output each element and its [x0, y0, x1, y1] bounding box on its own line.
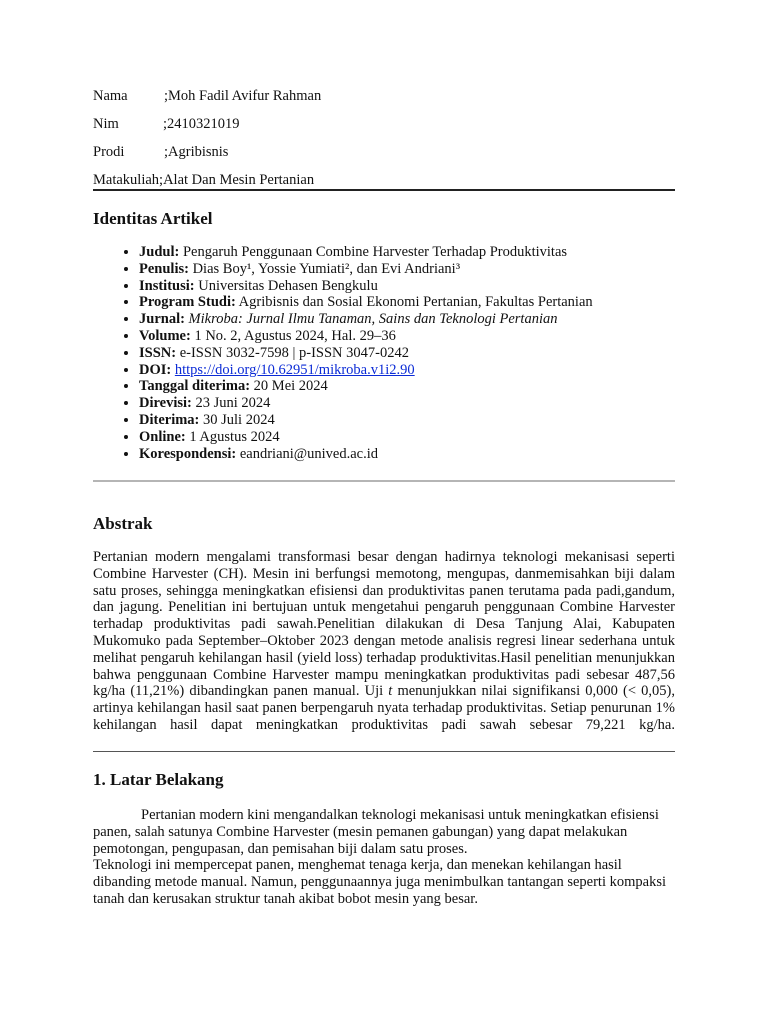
abstrak-text-part1: Pertanian modern mengalami transformasi besar dengan hadirnya teknologi mekanisasi seperti Combine Harvester (CH). Mesin ini berfungsi memotong, mengupas, danmemisahkan biji dalam satu proses, sehingga meningkatkan efisiensi dan produktivitas panen terutama pada padi,gandum, dan jagung. Penelitian ini bertujuan untuk mengetahui pengaruh penggunaan Combine Harvester terhadap produktivitas padi sawah.Penelitian dilakukan di Desa Tanjung Alai, Kabupaten Mukomuko pada September–Oktober 2023 dengan metode analisis regresi linear sederhana untuk melihat pengaruh kehilangan hasil (yield loss) terhadap produktivitas.Hasil penelitian menunjukkan bahwa penggunaan Combine Harvester mampu meningkatkan produktivitas padi sebesar 487,56 kg/ha (11,21%) dibandingkan panen manual. Uji [93, 549, 675, 700]
student-nim-value: ;2410321019 [163, 116, 240, 132]
item-value: Pengaruh Penggunaan Combine Harvester Terhadap Produktivitas [179, 244, 568, 260]
item-label: Program Studi: [139, 294, 236, 311]
abstrak-t-symbol: t [388, 683, 393, 700]
latar-text-2: Teknologi ini mempercepat panen, menghemat tenaga kerja, dan menekan kehilangan hasil dibanding metode manual. Namun, penggunaannya juga menimbulkan tantangan seperti kompaksi tanah dan kerusakan struktur tanah akibat bobot mesin yang besar. [93, 857, 667, 907]
latar-text-1: Pertanian modern kini mengandalkan teknologi mekanisasi untuk meningkatkan efisiensi panen, salah satunya Combine Harvester (mesin pemanen gabungan) yang dapat melakukan pemotongan, pengupasan, dan pemisahan biji dalam satu proses. [93, 807, 659, 857]
abstrak-divider [93, 751, 675, 752]
item-value: eandriani@unived.ac.id [236, 445, 379, 462]
list-item [139, 244, 593, 261]
section-divider [93, 480, 675, 482]
list-item [139, 395, 593, 412]
identitas-heading: Identitas Artikel [93, 209, 213, 228]
item-value: 1 No. 2, Agustus 2024, Hal. 29–36 [190, 327, 396, 344]
list-item [139, 378, 593, 395]
item-value: 1 Agustus 2024 [185, 428, 280, 445]
list-item [139, 429, 593, 446]
student-name-label: Nama [93, 88, 128, 104]
student-prodi-label: Prodi [93, 144, 125, 160]
doi-link[interactable]: https://doi.org/10.62951/mikroba.v1i2.90 [174, 361, 415, 378]
list-item [139, 261, 593, 278]
student-course-row [93, 172, 314, 189]
list-item [139, 362, 593, 379]
list-item [139, 446, 593, 463]
item-label: Institusi: [139, 277, 195, 294]
list-item [139, 345, 593, 362]
student-name-row [93, 88, 321, 105]
latar-paragraph [93, 807, 675, 908]
latar-heading: 1. Latar Belakang [93, 770, 224, 789]
list-item [139, 412, 593, 429]
item-label: Diterima: [139, 411, 200, 428]
list-item [139, 294, 593, 311]
item-label: Tanggal diterima: [139, 378, 251, 395]
student-course-value: ;Alat Dan Mesin Pertanian [159, 172, 315, 188]
identitas-list [93, 244, 593, 462]
list-item [139, 278, 593, 295]
header-divider [93, 189, 675, 191]
item-value: Dias Boy¹, Yossie Yumiati², dan Evi Andriani³ [188, 260, 461, 277]
item-value: 23 Juni 2024 [191, 395, 271, 412]
student-name-value: ;Moh Fadil Avifur Rahman [164, 88, 322, 104]
item-label: DOI: [139, 361, 172, 378]
student-prodi-value: ;Agribisnis [164, 144, 229, 160]
student-nim-row [93, 116, 240, 133]
list-item [139, 328, 593, 345]
item-value: Mikroba: Jurnal Ilmu Tanaman, Sains dan Teknologi Pertanian [184, 311, 558, 328]
item-value: Universitas Dehasen Bengkulu [194, 277, 378, 294]
item-label: Volume: [139, 327, 191, 344]
item-label: Judul: [139, 244, 180, 260]
student-course-label: Matakuliah [93, 172, 160, 188]
item-value: e-ISSN 3032-7598 | p-ISSN 3047-0242 [176, 344, 409, 361]
item-value: Agribisnis dan Sosial Ekonomi Pertanian, Fakultas Pertanian [235, 294, 593, 311]
item-label: Jurnal: [139, 311, 185, 328]
item-label: Online: [139, 428, 186, 445]
abstrak-heading: Abstrak [93, 514, 153, 533]
student-nim-label: Nim [93, 116, 119, 132]
abstrak-text [93, 549, 675, 734]
abstrak-text-part2: menunjukkan nilai signifikansi 0,000 (< 0,05), artinya kehilangan hasil saat panen berpengaruh nyata terhadap produktivitas. Setiap penurunan 1% kehilangan hasil dapat meningkatkan produktivitas padi sawah sebesar 79,221 kg/ha. [93, 683, 675, 733]
item-label: Direvisi: [139, 395, 192, 412]
list-item [139, 311, 593, 328]
item-value: 20 Mei 2024 [250, 378, 328, 395]
item-value: 30 Juli 2024 [199, 411, 275, 428]
item-label: Korespondensi: [139, 445, 237, 462]
student-prodi-row [93, 144, 228, 161]
item-label: ISSN: [139, 344, 177, 361]
item-label: Penulis: [139, 260, 189, 277]
